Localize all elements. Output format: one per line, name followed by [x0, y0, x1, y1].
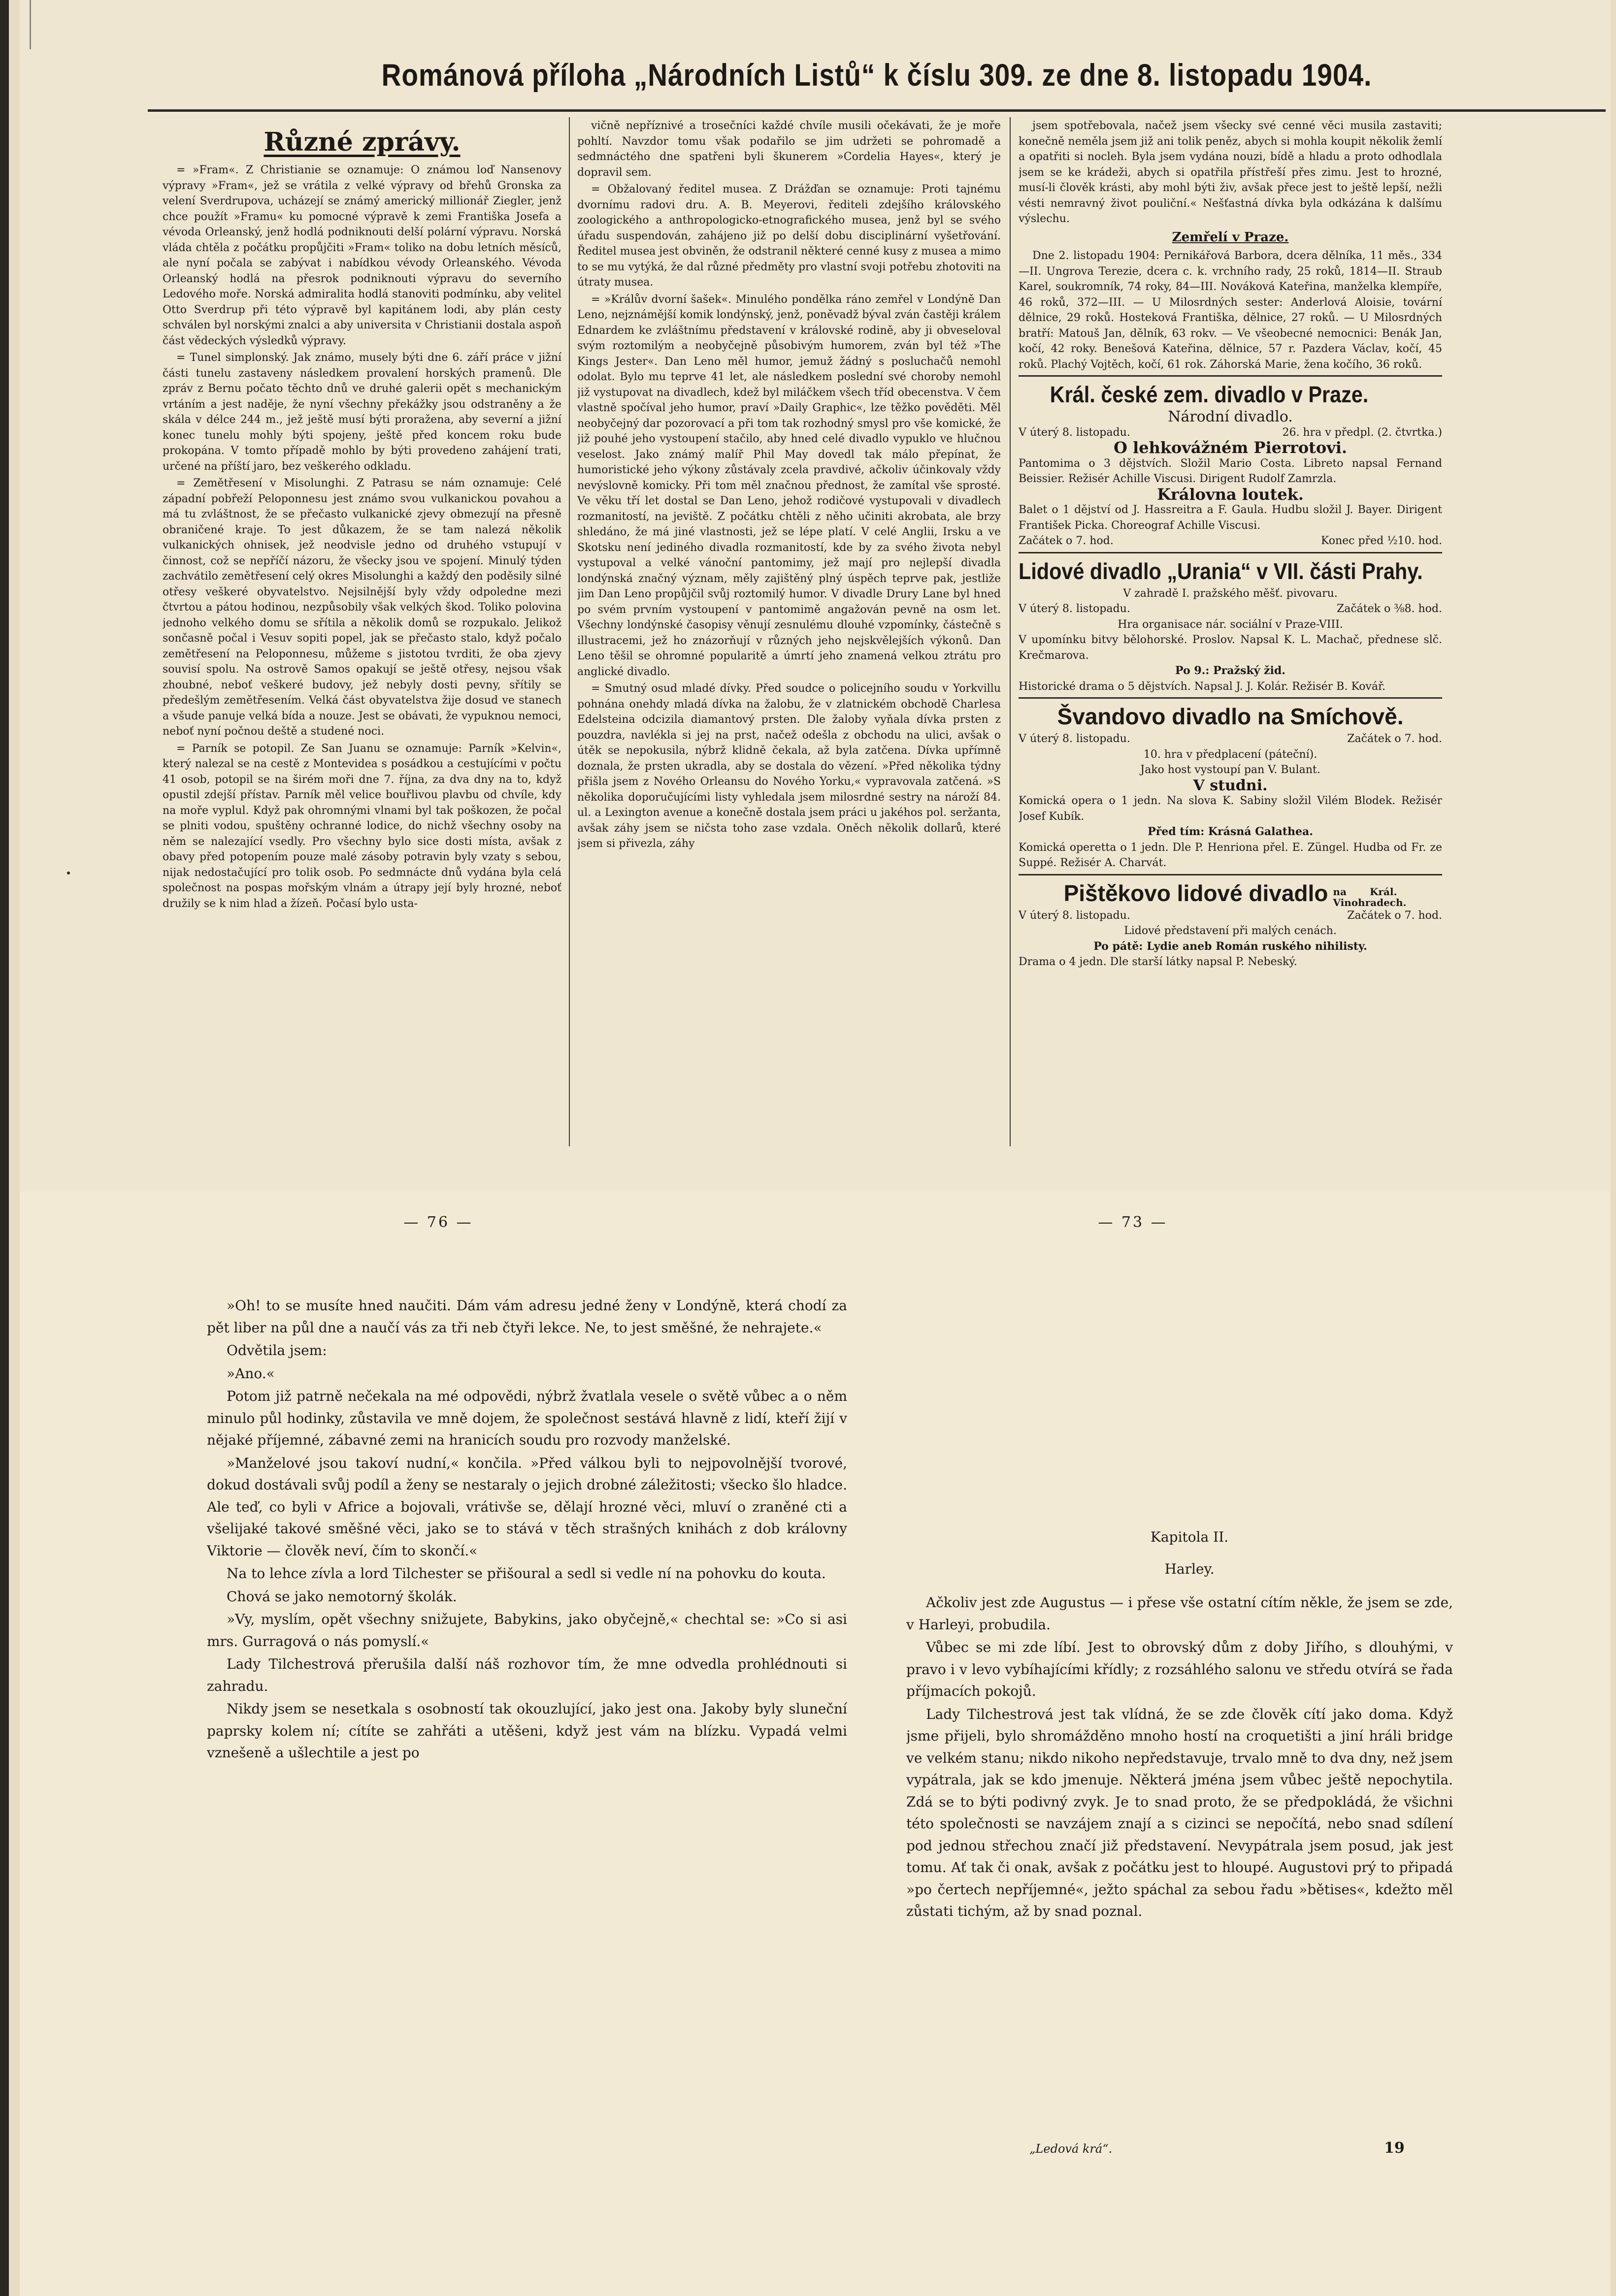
page-header-title: Románová příloha „Národních Listů“ k číslu 309. ze dne 8. listopadu 1904. [381, 57, 1372, 93]
novel-footer-title: „Ledová krá“. [1029, 2142, 1113, 2156]
theatre-national-sub: Národní divadlo. [1168, 408, 1293, 425]
novel-left-column [207, 1295, 847, 2142]
ink-dot [67, 872, 70, 874]
novel-left-para: Odvětila jsem: [227, 1342, 327, 1358]
theatre-urania-play: V upomínku bitvy bělohorské. Proslov. Napsal K. L. Machač, přednese slč. Krečmarova. [1019, 634, 1442, 662]
theatre-svanda-before: Před tím: Krásná Galathea. [1148, 825, 1313, 838]
news-item-fram: = »Fram«. Z Christianie se oznamuje: O známou loď Nansenovy výpravy »Fram«, jež se vrátila z velké výpravy od břehů Gronska za velení Sverdrupova, ucházejí se známý americký millionář Ziegler, jenž chce použít »Framu« ku pomocné výpravě k zemi Františka Josefa a vévoda Orleanský, jenž hodlá podniknouti delší polární výpravu. Norská vláda chtěla z počátku propůjčiti »Fram« toliko na dobu letních měsíců, ale nyní počala se zabývat i nabídkou vévody Orleanského. Vévoda Orleanský hodlá na přesrok podniknouti výpravu do severního Ledového moře. Norská admiralita hodlá stanoviti podmínku, aby velitel Otto Sverdrup při této výpravě byl kapitánem lodi, aby plán cesty schválen byl norskými znalci a aby universita v Christianii dostala aspoň část vědeckých výsledků výpravy. [163, 164, 561, 347]
news-column-3 [1019, 118, 1442, 1145]
theatre-pistek-desc: Drama o 4 jedn. Dle starší látky napsal P. Nebeský. [1019, 956, 1297, 968]
column-rule-2 [1010, 117, 1011, 1146]
news-section-title: Různé zprávy. [264, 127, 461, 157]
novel-right-para: Vůbec se mi zde líbí. Jest to obrovský dům z doby Jiřího, s dlouhými, v pravo i v levo vybíhajícími křídly; z rozsáhlého salonu ve středu otvírá se řada příjmacích pokojů. [906, 1639, 1453, 1699]
divider [1019, 375, 1442, 377]
theatre-urania-date: V úterý 8. listopadu. [1019, 603, 1130, 615]
binding-mark [30, 0, 31, 49]
novel-left-para: Na to lehce zívla a lord Tilchester se přišoural a sedl si vedle ní na pohovku do kouta. [227, 1565, 826, 1582]
novel-left-para: Nikdy jsem se nesetkala s osobností tak okouzlující, jako jest ona. Jakoby byly sluneční paprsky kolem ní; cítíte se zahřáti a utěšeni, když jest vám na blízku. Vypadá velmi vznešeně a ušlechtile a jest po [207, 1701, 847, 1761]
header-rule [148, 109, 1606, 112]
news-column-2 [577, 118, 1001, 1145]
theatre-svanda-title: Švandovo divadlo na Smíchově. [1057, 704, 1404, 729]
theatre-pistek-sub: Lidové představení při malých cenách. [1124, 925, 1337, 937]
theatre-svanda-date: V úterý 8. listopadu. [1019, 733, 1130, 745]
news-item-dan-leno: = »Králův dvorní šašek«. Minulého pondělka ráno zemřel v Londýně Dan Leno, nejznámější komik londýnský, jenž, poněvadž býval zván častěji králem Ednardem ke zvláštnímu představení v královské rodině, aby ji obveseloval svým roztomilým a neobyčejně působivým humorem, zván byl též »The Kings Jester«. Dan Leno měl humor, jemuž žádný s posluchačů nemohl odolat. Bylo mu teprve 41 let, ale následkem poslední své choroby nemohl již vystupovat na divadlech, kdež byl miláčkem všech tříd obecenstva. V čem vlastně spočíval jeho humor, praví »Daily Graphic«, lze těžko pověděti. Měl neobyčejný dar pozorovací a při tom tak rozhodný smysl pro vše komické, že již pouhé jeho vystoupení stačilo, aby hned celé divadlo vypuklo ve hlučnou veselost. Jako známý malíř Phil May dovedl tak málo přepínat, že humoristické jeho výkony zůstávaly zcela pravdivé, ačkoliv účinkovaly vždy nevýslovně komicky. Při tom měl značnou přednost, že zamítal vše sprosté. Ve věku tří let dostal se Dan Leno, jehož rodičové vystupovali v divadlech rozmanitostí, na jeviště. Z počátku chtěli z něho učiniti akrobata, ale brzy shledáno, že má jiné vlastnosti, jež se lépe platí. V celé Anglii, Irsku a ve Skotsku není jediného divadla rozmanitostí, kde by za svého života nebyl vystupoval a velké vánoční pantomimy, jež mají pro nejlepší divadla londýnská značný význam, měly zajištěný plný úspěch teprve pak, jestliže jim Dan Leno propůjčil svůj roztomilý humor. V divadle Drury Lane byl hned po svém prvním vystoupení v pantomimě angažován pevně na osm let. Všechny londýnské časopisy věnují zesnulému dlouhé vzpomínky, částečně s illustracemi, jež ho znázorňují v různých jeho nejskvělejších výkonů. Dan Leno těšil se ohromné popularitě a úmrtí jeho znamená velkou ztrátu pro anglické divadlo. [577, 293, 1001, 678]
theatre-national-abon: 26. hra v předpl. (2. čtvrtka.) [1282, 426, 1442, 439]
theatre-svanda-play: V studni. [1193, 776, 1268, 794]
theatre-national-desc2: Balet o 1 dějství od J. Hassreitra a F. Gaula. Hudbu složil J. Bayer. Dirigent František Picka. Choreograf Achille Viscusi. [1019, 504, 1442, 532]
news-column-1 [163, 122, 561, 1144]
novel-left-para: »Vy, myslím, opět všechny snižujete, Babykins, jako obyčejně,« chechtal se: »Co si asi mrs. Gurragová o nás pomyslí.« [207, 1611, 847, 1649]
news-item-simplon: = Tunel simplonský. Jak známo, musely býti dne 6. září práce v jižní části tunelu zastaveny následkem provalení horských pramenů. Dle zpráv z Bernu počato těchto dnů ve druhé galerii opět s mechanickým vrtáním a jest naděje, že nyní všechny překážky jsou odstraněny a že skála v délce 244 m., jež ještě musí býti proražena, aby severní a jižní konec tunelu mohly býti spojeny, ještě před koncem roku bude prokopána. V tomto případě mohlo by býti provedeno zahájení trati, určené na příští jaro, bez veškerého odkladu. [163, 352, 561, 473]
theatre-svanda-desc: Komická opera o 1 jedn. Na slova K. Sabiny složil Vilém Blodek. Režisér Josef Kubík. [1019, 795, 1442, 823]
theatre-national-title: Král. české zem. divadlo v Praze. [1050, 382, 1369, 407]
theatre-svanda-guest: Jako host vystoupí pan V. Bulant. [1140, 764, 1320, 776]
theatre-urania-fri: Po 9.: Pražský žid. [1175, 664, 1286, 677]
page-number-right: — 73 — [1098, 1214, 1168, 1231]
chapter-number: Kapitola II. [1150, 1529, 1229, 1545]
theatre-urania-start: Začátek o ⅜8. hod. [1336, 603, 1442, 615]
theatre-svanda-desc2: Komická operetta o 1 jedn. Dle P. Henriona přel. E. Züngel. Hudba od Fr. ze Suppé. Režisér A. Charvát. [1019, 841, 1442, 869]
news-item-earthquake: = Zemětřesení v Misolunghi. Z Patrasu se nám oznamuje: Celé západní pobřeží Peloponnesu jest známo svou vulkanickou povahou a má tu zvláštnost, že se přečasto vulkanické zjevy obmezují na přesně obraničené kraje. To jest důkazem, že se tam nalezá několik vulkanických ohnisek, jež neodvisle jedno od druhého vstupují v činnost, což se nepříčí názoru, že všecky jsou ve spojení. Minulý týden zachvátilo zemětřesení celý okres Misolunghi a každý den poděsily silné otřesy veškeré obyvatelstvo. Nejsilnější byly vždy odpoledne mezi čtvrtou a pátou hodinou, nezpůsobily však velkých škod. Toliko polovina jednoho velkého domu se sřítila a několik domů se rozpukalo. Jelikož sončasně počal i Vesuv sopiti popel, jak se přečasto stalo, když počalo zemětřesení na Peloponnesu, můžeme s jistotou tvrditi, že oba zjevy souvisí spolu. Na ostrově Samos opakují se ještě otřesy, nejsou však zhoubné, neboť veškeré budovy, jež nebyly dosti pevny, sřítily se předešlým zemětřesením. Velká část obyvatelstva žije dosud ve stanech a všude panuje velká bída a nouze. Jest se obávati, že vypuknou nemoci, neboť nyní počnou deště a studené noci. [163, 477, 561, 738]
theatre-pistek-start: Začátek o 7. hod. [1347, 909, 1442, 922]
page-number-left: — 76 — [403, 1214, 473, 1231]
novel-left-para: »Oh! to se musíte hned naučiti. Dám vám adresu jedné ženy v Londýně, která chodí za pět liber na půl dne a naučí vás za tři neb čtyři lekce. Ne, to jest směšné, že nehrajete.« [207, 1297, 847, 1336]
chapter-title: Harley. [1164, 1560, 1215, 1577]
theatre-national-play2: Královna loutek. [1157, 485, 1304, 504]
theatre-pistek-title: Pištěkovo lidové divadlo [1063, 880, 1328, 906]
novel-right-para: Lady Tilchestrová jest tak vlídná, že se zde člověk cítí jako doma. Když jsme přijeli, bylo shromážděno mnoho hostí na croquetišti a jiní hráli bridge ve velkém stanu; nikdo nikoho nepředstavuje, trvalo mně to dva dny, než jsem vypátrala, jak se kdo jmenuje. Některá jména jsem vůbec ještě nepochytila. Zdá se to býti podivný zvyk. Je to snad proto, že se předpokládá, že všichni této společnosti se navzájem znají a s cizinci se nepočítá, nebo snad sdílení pod jednou střechou značí již představení. Nevypátrala jsem posud, jak jest tomu. Ať tak či onak, avšak z počátku jest to hloupé. Augustovi prý to připadá »po čertech nepříjemné«, ježto spáchal za sebou řadu »bětises«, kdežto měl zůstati tichým, až by snad poznal. [906, 1706, 1453, 1919]
deaths-title: Zemřelí v Praze. [1172, 229, 1289, 245]
theatre-pistek-date: V úterý 8. listopadu. [1019, 909, 1130, 922]
news-item-steamer-cont: vičně nepříznivé a trosečníci každé chvíle musili očekávati, že je moře pohltí. Navzdor tomu však podařilo se jim udržeti se pohromadě a sedmnáctého dne spatřeni byli škunerem »Cordelia Hayes«, který je dopravil sem. [577, 120, 1001, 179]
news-item-museum: = Obžalovaný ředitel musea. Z Drážďan se oznamuje: Proti tajnému dvornímu radovi dru. A. B. Meyerovi, řediteli zdejšího královského zoologického a anthropologicko-etnografického musea, jenž byl se svého úřadu suspendován, zahájeno již po delší dobu disciplinární vyšetřování. Ředitel musea jest obviněn, že odstranil některé cenné kusy z musea a mimo to se mu vytýká, že dal různé předměty pro vlastní svoji potřebu zhotoviti na útraty musea. [577, 183, 1001, 289]
theatre-urania-fri-desc: Historické drama o 5 dějstvích. Napsal J. J. Kolár. Režisér B. Kovář. [1019, 680, 1386, 693]
theatre-national-play: O lehkovážném Pierrotovi. [1113, 438, 1348, 457]
novel-left-para: Chová se jako nemotorný školák. [227, 1588, 457, 1605]
news-item-girl: = Smutný osud mladé dívky. Před soudce o policejního soudu v Yorkvillu pohnána onehdy mladá dívka na žalobu, že v zlatnickém obchodě Charlesa Edelsteina odcizila diamantový prsten. Dle žaloby vyňala dívka prsten z pouzdra, navlékla si jej na prst, načež odešla z obchodu na ulici, avšak o útěk se nepokusila, nýbrž klidně čekala, až byla zatčena. Dívka upřímně doznala, že prsten ukradla, aby se dostala do vězení. »Před několika týdny přišla jsem z Nového Orleansu do Nového Yorku,« vypravovala zatčená. »S několika doporučujícími listy vyhledala jsem milosrdné sestry na nároží 84. ul. a Lexington avenue a konečně dostala jsem práci u jakéhos pol. seržanta, avšak záhy jsem se ničsta toho zase vzdala. Oněch několik dollarů, které jsem si přivezla, záhy [577, 682, 1001, 850]
divider [1019, 552, 1442, 553]
page-edge [0, 0, 9, 2296]
novel-right-para: Ačkoliv jest zde Augustus — i přese vše ostatní cítím někle, že jsem se zde, v Harleyi, probudila. [906, 1594, 1453, 1633]
theatre-national-date: V úterý 8. listopadu. [1019, 426, 1130, 439]
novel-left-para: »Manželové jsou takoví nudní,« končila. »Před válkou byli to nejpovolnější tvorové, dokud dostávali svůj podíl a ženy se nestaraly o jejich drobné záležitosti; všecko šlo hladce. Ale teď, co byli v Africe a bojovali, vrátivše se, dělají hrozné věci, mluví o zraněné cti a všelijaké takové směšné věci, jako se to stává v těch strašných knihách z dob královny Viktorie — člověk neví, čím to skončí.« [207, 1455, 847, 1559]
theatre-pistek-fri: Po pátě: Lydie aneb Román ruského nihilisty. [1093, 939, 1367, 953]
theatre-national-desc: Pantomima o 3 dějstvích. Složil Mario Costa. Libreto napsal Fernand Beissier. Režisér Achille Viscusi. Dirigent Rudolf Zamrzla. [1019, 457, 1442, 485]
news-item-steamer: = Parník se potopil. Ze San Juanu se oznamuje: Parník »Kelvin«, který nalezal se na cestě z Montevidea s posádkou a cestujícími v počtu 41 osob, potopil se na širém moři dne 7. října, za dva dny na to, když opustil zdejší přístav. Parník měl velice bouřlivou plavbu od chvíle, kdy na moře vyplul. Když pak ohromnými vlnami byl tak poškozen, že počal se plniti vodou, spuštěny ochranné lodice, do nichž všechny osoby na něm se nalezající vsedly. Pro všechny bylo sice dosti místa, avšak z obavy před potopením pouze malé zásoby potravin byly vzaty s sebou, nijak nedostačující pro tolik osob. Po sedmnácte dnů vydána byla celá společnost na pospas mořským vlnám a útrapy její byly hrozné, neboť družily se k nim hlad a žízeň. Počasí bylo usta- [163, 742, 561, 910]
novel-right-column [906, 1526, 1453, 2117]
theatre-urania-title: Lidové divadlo „Urania“ v VII. části Prahy. [1019, 558, 1423, 584]
novel-left-para: Lady Tilchestrová přerušila další náš rozhovor tím, že mne odvedla prohlédnouti si zahradu. [207, 1656, 847, 1694]
novel-footer-page: 19 [1384, 2139, 1405, 2157]
divider [1019, 697, 1442, 699]
theatre-national-end: Konec před ½10. hod. [1320, 535, 1442, 547]
theatre-national-start: Začátek o 7. hod. [1019, 535, 1114, 547]
novel-left-para: Potom již patrně nečekala na mé odpovědi, nýbrž žvatlala vesele o světě vůbec a o něm minulo půl hodinky, zůstavila ve mně dojem, že společnost sestává hlavně z lidí, kteří žijí v nějaké příjemné, zábavné zemi na hranicích soudu pro rozvody manželské. [207, 1388, 847, 1448]
divider [1019, 874, 1442, 875]
theatre-urania-sub: V zahradě I. pražského měšť. pivovaru. [1123, 587, 1338, 600]
theatre-svanda-abon: 10. hra v předplacení (páteční). [1143, 748, 1318, 761]
column-rule-1 [569, 117, 570, 1146]
theatre-svanda-start: Začátek o 7. hod. [1347, 733, 1442, 745]
theatre-urania-org: Hra organisace nár. sociální v Praze-VIII. [1118, 618, 1343, 631]
theatre-pistek-suffix: na Král. Vinohradech. [1333, 885, 1407, 908]
novel-left-para: »Ano.« [227, 1365, 275, 1382]
deaths-list: Dne 2. listopadu 1904: Pernikářová Barbora, dcera dělníka, 11 měs., 334—II. Ungrova Terezie, dcera c. k. vrchního rady, 25 roků, 1814—II. Straub Karel, soukromník, 74 roky, 84—III. Nováková Kateřina, manželka klempíře, 46 roků, 372—III. — U Milosrdných sester: Anderlová Aloisie, tovární dělnice, 29 roků. Hosteková Františka, dělnice, 27 roků. — U Milosrdných bratří: Matouš Jan, dělník, 63 rokv. — Ve všeobecné nemocnici: Benák Jan, kočí, 42 roky. Benešová Kateřina, dělnice, 57 r. Pazdera Václav, kočí, 45 roků. Plachý Vojtěch, kočí, 61 rok. Záhorská Marie, žena kočího, 36 roků. [1019, 250, 1442, 371]
news-item-girl-cont: jsem spotřebovala, načež jsem všecky své cenné věci musila zastaviti; konečně neměla jsem již ani tolik peněz, abych si mohla koupit několik žemlí a opatřiti si nocleh. Byla jsem vydána nouzi, bídě a hladu a proto odhodlala jsem se ke krádeži, abych si opatřila přístřeší přes zimu. Jest to hrozné, musí-li člověk krásti, aby mohl býti živ, avšak přece jest to ještě lepší, nežli vésti nemravný život pouliční.« Nešťastná dívka byla odkázána k dalšímu výslechu. [1019, 120, 1442, 225]
